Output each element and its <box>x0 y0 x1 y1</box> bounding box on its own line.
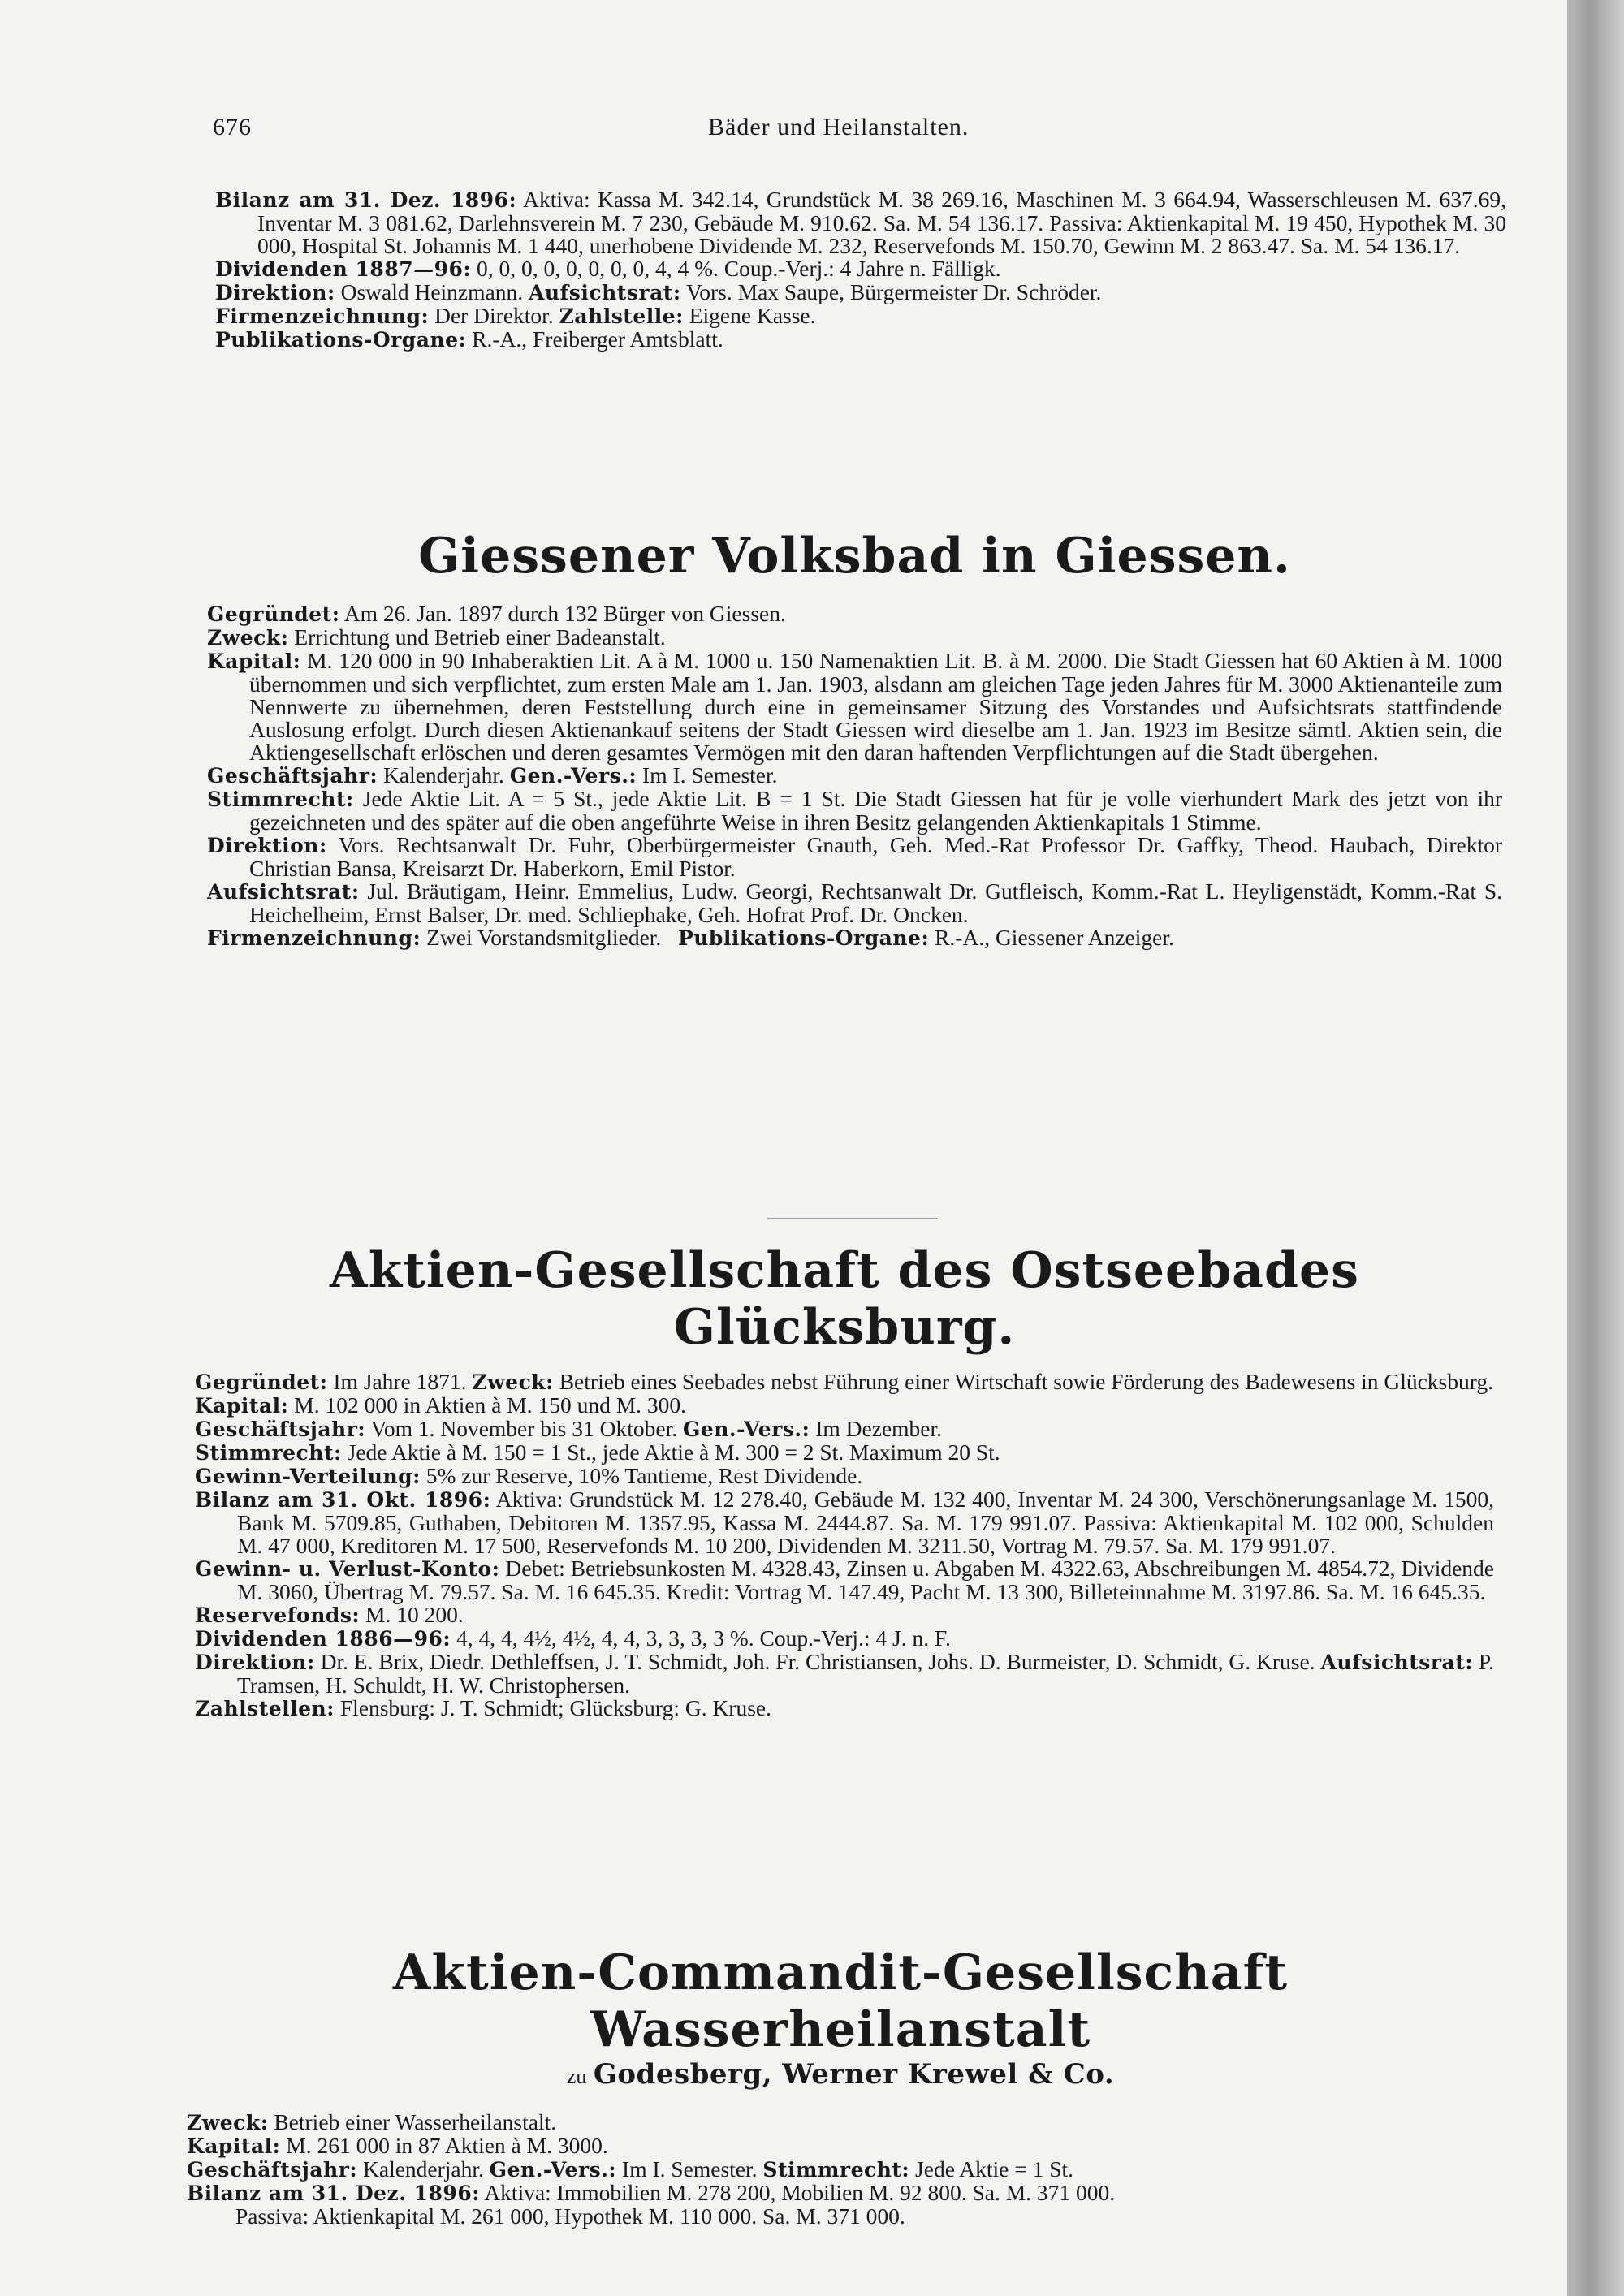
publikation-entry <box>215 328 1506 352</box>
entry-text: Aktiva: Immobilien M. 278 200, Mobilien M. 92 800. Sa. M. 371 000. <box>484 2180 1116 2205</box>
aufsichtsrat-entry <box>207 880 1502 926</box>
entry-label: Bilanz am 31. Dez. 1896: <box>187 2182 480 2205</box>
entry-label: Gewinn- u. Verlust-Konto: <box>195 1557 500 1581</box>
zweck-entry <box>187 2111 1494 2134</box>
entry-text: Vors. Rechtsanwalt Dr. Fuhr, Oberbürgermeister Gnauth, Geh. Med.-Rat Professor Dr. Gaffky, Theod. Haubach, Direktor Christian Bansa, Kreisarzt Dr. Haberkorn, Emil Pistor. <box>249 832 1502 881</box>
entry-label: Aufsichtsrat: <box>1320 1651 1474 1674</box>
entry-label: Direktion: <box>215 281 335 304</box>
entry-text: M. 102 000 in Aktien à M. 150 und M. 300. <box>294 1392 687 1418</box>
entry-label: Publikations-Organe: <box>215 328 467 352</box>
page-header <box>213 97 1496 146</box>
entry-label: Kapital: <box>187 2134 281 2158</box>
entry-text: Kalenderjahr. <box>363 2156 484 2182</box>
entry-label: Bilanz am 31. Okt. 1896: <box>195 1488 491 1512</box>
gegruendet-entry <box>195 1370 1494 1394</box>
entry-text: 0, 0, 0, 0, 0, 0, 0, 0, 4, 4 %. Coup.-Verj.: 4 Jahre n. Fälligk. <box>477 256 1001 281</box>
entry-label: Stimmrecht: <box>207 788 354 811</box>
firmen-entry <box>207 926 1502 950</box>
kapital-entry <box>195 1394 1494 1418</box>
entry-label: Firmenzeichnung: <box>215 304 430 328</box>
stimmrecht-entry <box>195 1441 1494 1465</box>
entry-text: Aktiva: Kassa M. 342.14, Grundstück M. 38 269.16, Maschinen M. 3 664.94, Wasserschleusen M. 637.69, Inventar M. 3 081.62, Darlehnsverein M. 7 230, Gebäude M. 910.62. Sa. M. 54 136.17. Passiva: Aktienkapital M. 19 450, Hypothek M. 30 000, Hospital St. Johannis M. 1 440, unerhobene Dividende M. 232, Reservefonds M. 150.70, Gewinn M. 2 863.47. Sa. M. 54 136.17. <box>257 187 1507 258</box>
entry-label: Gen.-Vers.: <box>682 1418 810 1441</box>
section-continuation <box>215 188 1506 352</box>
entry-text: Vom 1. November bis 31 Oktober. <box>370 1416 678 1441</box>
entry-label: Gegründet: <box>195 1370 328 1394</box>
entry-label: Dividenden 1887—96: <box>215 257 472 281</box>
entry-label: Aufsichtsrat: <box>207 880 360 904</box>
section-giessener-volksbad <box>207 528 1502 950</box>
entry-label: Kapital: <box>195 1394 289 1418</box>
entry-label: Gegründet: <box>207 602 340 626</box>
entry-text: Jede Aktie = 1 St. <box>915 2156 1074 2182</box>
bilanz-entry <box>215 188 1506 257</box>
bilanz-entry <box>195 1488 1494 1557</box>
entry-text: Errichtung und Betrieb einer Badeanstalt. <box>294 624 666 650</box>
entry-text: Jede Aktie à M. 150 = 1 St., jede Aktie à M. 300 = 2 St. Maximum 20 St. <box>347 1439 1000 1465</box>
gegruendet-entry <box>207 602 1502 626</box>
entry-text: Debet: Betriebsunkosten M. 4328.43, Zinsen u. Abgaben M. 4322.63, Abschreibungen M. 4854.72, Dividende M. 3060, Übertrag M. 79.57. Sa. M. 16 645.35. Kredit: Vortrag M. 147.49, Pacht M. 13 300, Billeteinnahme M. 3197.86. Sa. M. 16 645.35. <box>237 1556 1495 1604</box>
kapital-entry <box>187 2134 1494 2158</box>
subtitle-prefix: zu <box>566 2065 587 2088</box>
entry-text: Dr. E. Brix, Diedr. Dethleffsen, J. T. Schmidt, Joh. Fr. Christiansen, Johs. D. Burmeister, D. Schmidt, G. Kruse. <box>320 1649 1315 1674</box>
entry-label: Dividenden 1886—96: <box>195 1627 451 1651</box>
entry-text: R.-A., Giessener Anzeiger. <box>935 925 1174 950</box>
entry-label: Gen.-Vers.: <box>489 2158 617 2182</box>
section-title: Giessener Volksbad in Giessen. <box>418 528 1291 585</box>
entry-label: Geschäftsjahr: <box>207 764 378 788</box>
section-title: Aktien-Commandit-Gesellschaft Wasserheilanstalt <box>392 1944 1289 2058</box>
entry-label: Stimmrecht: <box>195 1441 342 1465</box>
entry-label: Zahlstellen: <box>195 1697 335 1720</box>
page-edge-shadow <box>1567 0 1624 2296</box>
entry-text: Aktiva: Grundstück M. 12 278.40, Gebäude M. 132 400, Inventar M. 24 300, Verschönerungsanlage M. 1500, Bank M. 5709.85, Guthaben, Debitoren M. 1357.95, Kassa M. 2444.87. Sa. M. 179 991.07. Passiva: Aktienkapital M. 102 000, Schulden M. 47 000, Kreditoren M. 17 500, Reservefonds M. 10 200, Dividenden M. 3211.50, Vortrag M. 79.57. Sa. M. 179 991.07. <box>237 1487 1494 1558</box>
entry-label: Aufsichtsrat: <box>528 281 681 304</box>
entry-text: M. 120 000 in 90 Inhaberaktien Lit. A à M. 1000 u. 150 Namenaktien Lit. B. à M. 2000. Die Stadt Giessen hat 60 Aktien à M. 1000 übernommen und sich verpflichtet, zum ersten Male am 1. Jan. 1903, alsdann am gleichen Tage jeden Jahres für M. 3000 Aktienanteile zum Nennwerte zu übernehmen, deren Feststellung durch eine in gemeinsamer Sitzung des Vorstandes und Aufsichtsrats stattfindende Auslosung erfolgt. Durch diesen Aktienankauf seitens der Stadt Giessen wird dieselbe am 1. Jan. 1923 im Besitze sämtl. Aktien sein, die Aktiengesellschaft erlöschen und deren gesamtes Vermögen mit den daran haftenden Verpflichtungen auf die Stadt übergehen. <box>249 648 1502 765</box>
entry-label: Geschäftsjahr: <box>195 1418 366 1441</box>
entry-text: M. 10 200. <box>365 1602 464 1627</box>
zahlstellen-entry <box>195 1697 1494 1720</box>
reservefonds-entry <box>195 1603 1494 1627</box>
entry-text: Im I. Semester. <box>642 762 778 788</box>
entry-label: Direktion: <box>207 834 327 857</box>
entry-text: P. Tramsen, H. Schuldt, H. W. Christophersen. <box>237 1649 1495 1698</box>
entry-text: Im I. Semester. <box>622 2156 758 2182</box>
entry-label: Firmenzeichnung: <box>207 926 421 950</box>
zweck-entry <box>207 626 1502 650</box>
section-divider <box>767 1218 938 1219</box>
entry-text: Jul. Bräutigam, Heinr. Emmelius, Ludw. Georgi, Rechtsanwalt Dr. Gutfleisch, Komm.-Rat L. Heyligenstädt, Komm.-Rat S. Heichelheim, Ernst Balser, Dr. med. Schliephake, Geh. Hofrat Prof. Dr. Oncken. <box>249 878 1502 927</box>
entry-text: Betrieb einer Wasserheilanstalt. <box>274 2109 557 2134</box>
entry-text: Vors. Max Saupe, Bürgermeister Dr. Schröder. <box>685 279 1102 304</box>
stimmrecht-entry <box>207 788 1502 834</box>
running-title: Bäder und Heilanstalten. <box>708 114 970 140</box>
entry-text: Der Direktor. <box>434 303 554 328</box>
entry-label: Publikations-Organe: <box>677 926 930 950</box>
entry-text: 5% zur Reserve, 10% Tantieme, Rest Dividende. <box>425 1463 863 1488</box>
entry-text: R.-A., Freiberger Amtsblatt. <box>472 326 723 352</box>
entry-label: Gen.-Vers.: <box>509 764 637 788</box>
dividenden-entry <box>215 257 1506 281</box>
passiva-line: Passiva: Aktienkapital M. 261 000, Hypothek M. 110 000. Sa. M. 371 000. <box>235 2203 905 2229</box>
direktion-entry <box>195 1651 1494 1697</box>
entry-text: Betrieb eines Seebades nebst Führung einer Wirtschaft sowie Förderung des Badewesens in Glücksburg. <box>559 1369 1494 1394</box>
entry-label: Zweck: <box>207 626 289 650</box>
entry-label: Zahlstelle: <box>559 304 684 328</box>
geschaeftsjahr-entry <box>207 764 1502 788</box>
geschaeftsjahr-entry <box>195 1418 1494 1441</box>
entry-text: Flensburg: J. T. Schmidt; Glücksburg: G. Kruse. <box>339 1695 772 1720</box>
entry-label: Bilanz am 31. Dez. 1896: <box>215 188 517 212</box>
section-ostseebad-gluecksburg <box>195 1242 1494 1720</box>
dividenden-entry <box>195 1627 1494 1651</box>
bilanz-entry <box>187 2182 1494 2205</box>
gewinnverteilung-entry <box>195 1465 1494 1488</box>
entry-label: Direktion: <box>195 1651 315 1674</box>
entry-text: Zwei Vorstandsmitglieder. <box>426 925 662 950</box>
kapital-entry <box>207 650 1502 764</box>
entry-label: Gewinn-Verteilung: <box>195 1465 421 1488</box>
entry-text: Im Dezember. <box>815 1416 943 1441</box>
entry-label: Stimmrecht: <box>762 2158 910 2182</box>
section-wasserheilanstalt <box>187 1944 1494 2228</box>
entry-text: 4, 4, 4, 4½, 4½, 4, 4, 3, 3, 3, 3 %. Coup.-Verj.: 4 J. n. F. <box>456 1625 951 1651</box>
direktion-entry <box>215 281 1506 304</box>
direktion-entry <box>207 834 1502 880</box>
subtitle-name: Godesberg, Werner Krewel & Co. <box>593 2058 1115 2091</box>
entry-label: Geschäftsjahr: <box>187 2158 358 2182</box>
geschaeftsjahr-entry <box>187 2158 1494 2182</box>
page-number: 676 <box>213 114 252 140</box>
entry-label: Zweck: <box>472 1370 554 1394</box>
entry-text: Oswald Heinzmann. <box>340 279 524 304</box>
entry-text: Im Jahre 1871. <box>333 1369 467 1394</box>
entry-text: Jede Aktie Lit. A = 5 St., jede Aktie Lit. B = 1 St. Die Stadt Giessen hat für je volle vierhundert Mark des jetzt von ihr gezeichneten und des später auf die oben angeführte Weise in ihren Besitz gelangenden Aktienkapitals 1 Stimme. <box>249 786 1502 835</box>
entry-text: Eigene Kasse. <box>689 303 816 328</box>
entry-text: Kalenderjahr. <box>383 762 504 788</box>
section-title: Aktien-Gesellschaft des Ostseebades Glücksburg. <box>330 1242 1359 1356</box>
firmen-entry <box>215 304 1506 328</box>
entry-text: M. 261 000 in 87 Aktien à M. 3000. <box>286 2133 608 2158</box>
entry-label: Kapital: <box>207 650 301 673</box>
section-subtitle <box>187 2058 1494 2093</box>
entry-label: Zweck: <box>187 2111 269 2134</box>
entry-text: Am 26. Jan. 1897 durch 132 Bürger von Giessen. <box>343 601 786 626</box>
entry-label: Reservefonds: <box>195 1603 361 1627</box>
gewinn-verlust-entry <box>195 1557 1494 1603</box>
